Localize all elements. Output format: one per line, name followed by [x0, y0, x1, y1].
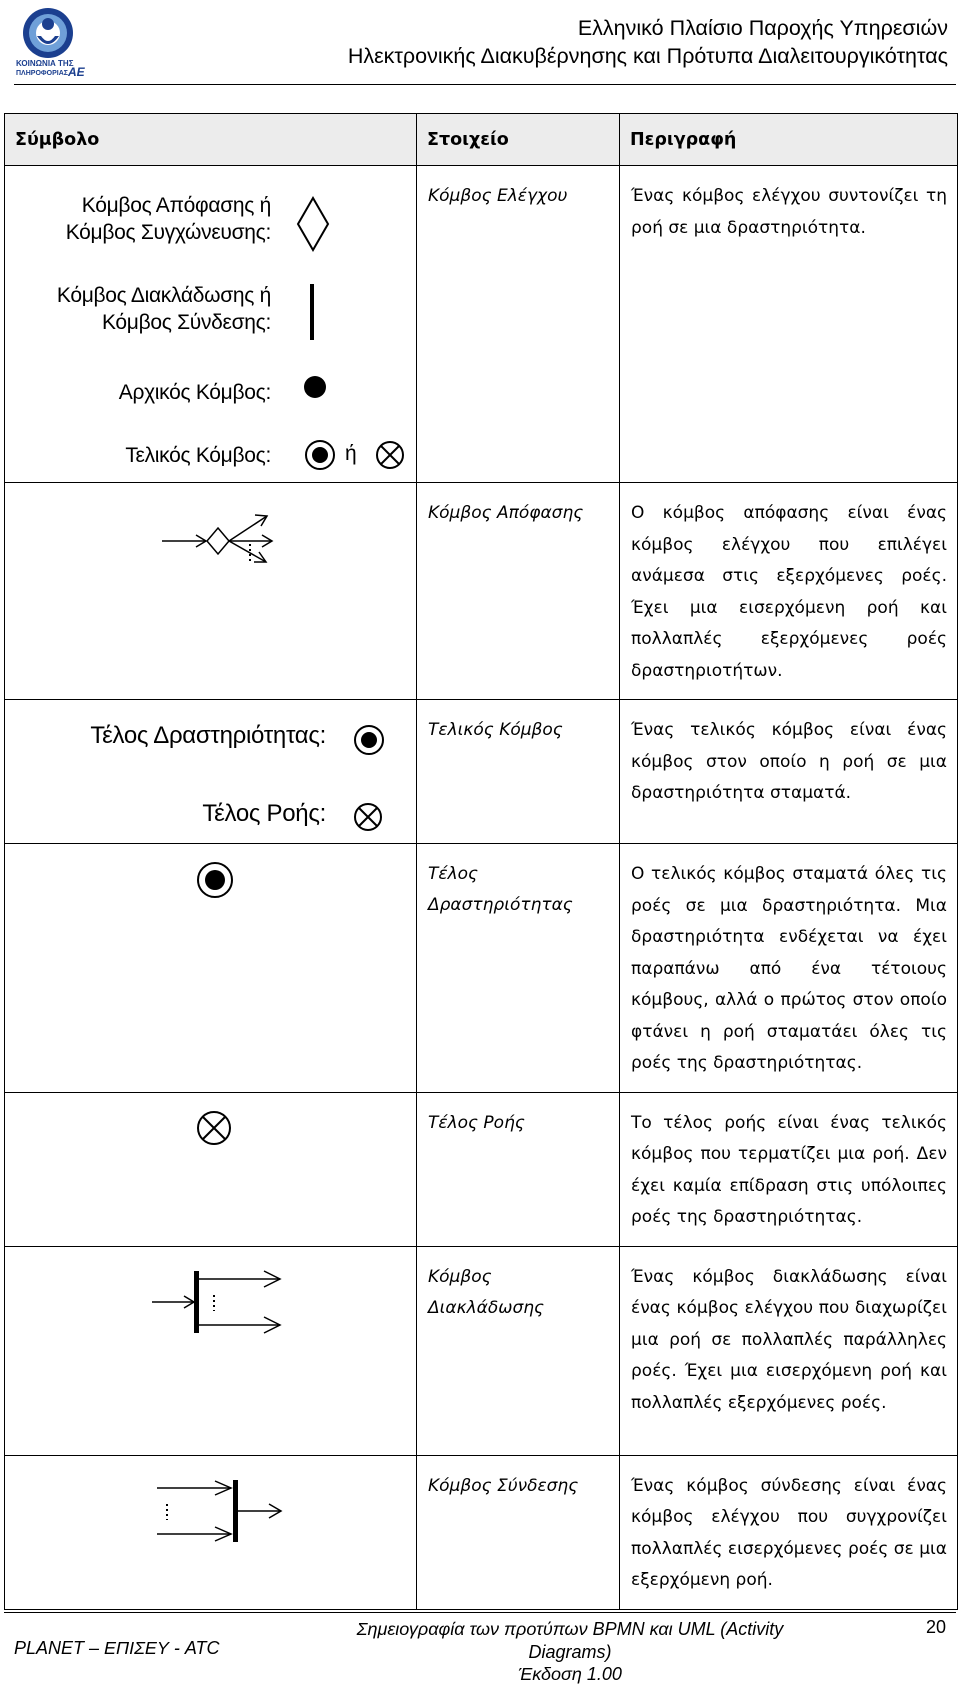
- svg-text:ΠΛΗΡΟΦΟΡΙΑΣ: ΠΛΗΡΟΦΟΡΙΑΣ: [16, 70, 68, 77]
- footer-title-line2: Diagrams): [528, 1641, 612, 1662]
- header-title-line1: Ελληνικό Πλαίσιο Παροχής Υπηρεσιών: [577, 16, 948, 40]
- join-node-diagram-icon: [155, 1476, 285, 1546]
- element-cell: [417, 844, 620, 1093]
- description-cell: [620, 700, 958, 844]
- element-cell: [417, 1246, 620, 1455]
- element-name: Τέλος Δραστηριότητας: [428, 864, 573, 915]
- label-line: Κόμβος Απόφασης ή: [81, 194, 271, 217]
- fork-join-label: [57, 282, 271, 336]
- element-cell: [417, 1092, 620, 1246]
- label-line: Κόμβος Διακλάδωσης ή: [56, 284, 271, 307]
- flow-final-icon: [351, 800, 385, 834]
- description-cell: [620, 844, 958, 1093]
- table-row: [5, 166, 958, 483]
- footer-divider: [4, 1612, 956, 1613]
- header-divider: [14, 84, 956, 85]
- element-description: Ένας τελικός κόμβος είναι ένας κόμβος στον οποίο η ροή σε μια δραστηριότητα σταματά.: [631, 720, 947, 803]
- symbol-cell: [5, 844, 417, 1093]
- element-cell: [417, 700, 620, 844]
- footer-title-line1: Σημειογραφία των προτύπων BPMN και UML (Activity: [356, 1619, 784, 1639]
- organization-logo: [14, 6, 92, 78]
- table-row: [5, 844, 958, 1093]
- final-node-label: Τελικός Κόμβος:: [125, 444, 271, 467]
- element-cell: [417, 483, 620, 700]
- header-description: Περιγραφή: [620, 114, 958, 166]
- decision-node-diagram-icon: [160, 498, 280, 568]
- header-title: [348, 14, 948, 70]
- symbol-cell: [5, 1455, 417, 1609]
- description-cell: [620, 1092, 958, 1246]
- element-name: Κόμβος Διακλάδωσης: [428, 1266, 545, 1318]
- element-name: Κόμβος Σύνδεσης: [428, 1475, 579, 1496]
- symbol-cell: [5, 700, 417, 844]
- activity-final-icon: [351, 722, 387, 758]
- element-name: Κόμβος Απόφασης: [428, 503, 584, 523]
- activity-final-icon: [195, 860, 235, 900]
- element-cell: [417, 1455, 620, 1609]
- element-description: Ο τελικός κόμβος σταματά όλες τις ροές σε μια δραστηριότητα. Μια δραστηριότητα ενδέχεται να έχει παραπάνω από ένα τέτοιους κόμβους, αλλά ο πρώτος στον οποίο φτάνει η ροή σταματάει όλες τις ροές της δραστηριότητας.: [631, 864, 947, 1073]
- table-header-row: [5, 114, 958, 166]
- decision-diamond-icon: [295, 196, 331, 252]
- element-description: Ένας κόμβος διακλάδωσης είναι ένας κόμβος ελέγχου που διαχωρίζει μια ροή σε πολλαπλές παράλληλες ροές. Έχει μια εισερχόμενη ροή και πολλαπλές εξερχόμενες ροές.: [631, 1266, 947, 1413]
- initial-node-icon: [302, 374, 328, 400]
- element-cell: [417, 166, 620, 483]
- activity-end-label: Τέλος Δραστηριότητας:: [90, 722, 326, 749]
- element-name: Κόμβος Ελέγχου: [428, 186, 568, 206]
- label-line: Κόμβος Σύνδεσης:: [101, 311, 271, 334]
- description-cell: [620, 1455, 958, 1609]
- description-cell: [620, 483, 958, 700]
- footer-document-title: [290, 1618, 850, 1686]
- description-cell: [620, 1246, 958, 1455]
- symbol-cell: [5, 1092, 417, 1246]
- table-row: [5, 1092, 958, 1246]
- header-title-line2: Ηλεκτρονικής Διακυβέρνησης και Πρότυπα Διαλειτουργικότητας: [347, 44, 948, 68]
- svg-text:ΑΕ: ΑΕ: [68, 65, 85, 78]
- footer-version: Έκδοση 1.00: [518, 1664, 622, 1684]
- element-name: Τελικός Κόμβος: [428, 720, 563, 740]
- table-row: [5, 700, 958, 844]
- initial-node-label: Αρχικός Κόμβος:: [118, 381, 271, 404]
- page-number: 20: [925, 1617, 946, 1637]
- decision-merge-label: [66, 192, 271, 246]
- flow-end-label: Τέλος Ροής:: [202, 800, 326, 827]
- flow-final-icon: [373, 438, 407, 472]
- or-label: ή: [345, 442, 357, 465]
- table-row: [5, 483, 958, 700]
- symbol-cell: [5, 1246, 417, 1455]
- symbol-cell: [5, 483, 417, 700]
- element-description: Ένας κόμβος ελέγχου συντονίζει τη ροή σε μια δραστηριότητα.: [631, 186, 947, 238]
- header-symbol: Σύμβολο: [5, 114, 417, 166]
- fork-bar-icon: [305, 282, 319, 342]
- element-description: Το τέλος ροής είναι ένας τελικός κόμβος που τερματίζει μια ροή. Δεν έχει καμία επίδραση στις υπόλοιπες ροές της δραστηριότητας.: [631, 1112, 947, 1227]
- flow-final-icon: [195, 1109, 233, 1147]
- header-element: Στοιχείο: [417, 114, 620, 166]
- description-cell: [620, 166, 958, 483]
- symbol-table: [4, 113, 958, 1610]
- table-row: [5, 1455, 958, 1609]
- fork-node-diagram-icon: [150, 1267, 285, 1337]
- activity-final-icon: [303, 438, 337, 472]
- element-name: Τέλος Ροής: [428, 1112, 525, 1133]
- label-line: Κόμβος Συγχώνευσης:: [65, 221, 271, 244]
- footer-left-text: PLANET – ΕΠΙΣΕΥ - ATC: [14, 1638, 220, 1658]
- svg-text:ΚΟΙΝΩΝΙΑ ΤΗΣ: ΚΟΙΝΩΝΙΑ ΤΗΣ: [16, 59, 74, 68]
- element-description: Ο κόμβος απόφασης είναι ένας κόμβος ελέγχου που επιλέγει ανάμεσα στις εξερχόμενες ροές. Έχει μια εισερχόμενη ροή και πολλαπλές εξερχόμενες ροές δραστηριοτήτων.: [631, 503, 947, 681]
- symbol-cell: [5, 166, 417, 483]
- element-description: Ένας κόμβος σύνδεσης είναι ένας κόμβος ελέγχου που συγχρονίζει πολλαπλές εισερχόμενες ροές σε μια εξερχόμενη ροή.: [631, 1475, 947, 1590]
- table-row: [5, 1246, 958, 1455]
